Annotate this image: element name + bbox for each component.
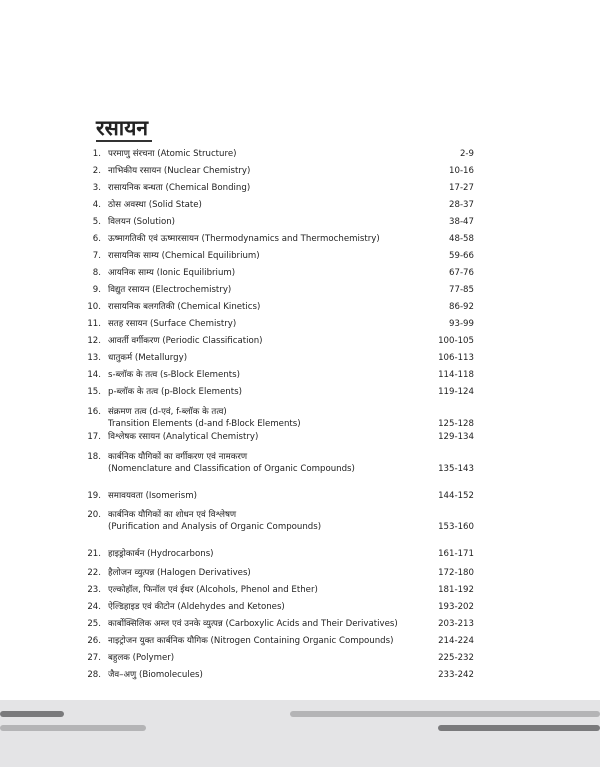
entry-pages: 135-143 (438, 464, 474, 474)
entry-title-line: ऊष्मागतिकी एवं ऊष्मारसायन (Thermodynamics and Thermochemistry) (108, 234, 380, 244)
entry-title (108, 567, 428, 579)
entry-title-line: समावयवता (Isomerism) (108, 491, 197, 501)
entry-pages: 17-27 (449, 183, 474, 193)
entry-title (108, 318, 428, 330)
entry-pages: 10-16 (449, 166, 474, 176)
entry-pages: 48-58 (449, 234, 474, 244)
entry-number: 6. (92, 234, 101, 244)
entry-title-line: नाभिकीय रसायन (Nuclear Chemistry) (108, 166, 251, 176)
section-title: रसायन (96, 116, 149, 140)
entry-pages: 144-152 (438, 491, 474, 501)
entry-number: 8. (92, 268, 101, 278)
entry-number: 21. (87, 549, 101, 559)
entry-number: 19. (87, 491, 101, 501)
entry-number: 23. (87, 585, 101, 595)
entry-number: 24. (87, 602, 101, 612)
entry-title-line: विश्लेषक रसायन (Analytical Chemistry) (108, 432, 259, 442)
entry-pages: 233-242 (438, 670, 474, 680)
entry-pages: 125-128 (438, 419, 474, 429)
footer-bar-right-top (290, 711, 600, 717)
entry-title (108, 635, 428, 647)
entry-pages: 129-134 (438, 432, 474, 442)
footer-bar-left-top (0, 711, 64, 717)
entry-title-line: ठोस अवस्था (Solid State) (108, 200, 202, 210)
entry-number: 4. (92, 200, 101, 210)
entry-number: 9. (92, 285, 101, 295)
entry-title (108, 148, 428, 160)
entry-number: 22. (87, 568, 101, 578)
entry-title-line: रासायनिक बन्धता (Chemical Bonding) (108, 183, 251, 193)
entry-number: 2. (92, 166, 101, 176)
entry-title-line: जैव–अणु (Biomolecules) (108, 670, 203, 680)
entry-title-line: संक्रमण तत्व (d-एवं, f-ब्लॉक के तत्व) (108, 407, 227, 417)
entry-title-line: हैलोजन व्युत्पन्न (Halogen Derivatives) (108, 568, 251, 578)
entry-title (108, 618, 428, 630)
entry-pages: 225-232 (438, 653, 474, 663)
entry-title (108, 182, 428, 194)
entry-title-line: कार्बनिक यौगिकों का वर्गीकरण एवं नामकरण (108, 452, 248, 462)
entry-title (108, 509, 428, 533)
footer-bar-left-bottom (0, 725, 146, 731)
entry-title (108, 584, 428, 596)
entry-title-line: विद्युत रसायन (Electrochemistry) (108, 285, 232, 295)
entry-pages: 114-118 (438, 370, 474, 380)
entry-number: 18. (87, 452, 101, 462)
entry-title (108, 490, 428, 502)
entry-pages: 77-85 (449, 285, 474, 295)
entry-title-line: कार्बोक्सिलिक अम्ल एवं उनके व्युत्पन्न (Carboxylic Acids and Their Derivatives) (108, 619, 398, 629)
entry-number: 1. (92, 149, 101, 159)
entry-number: 26. (87, 636, 101, 646)
entry-number: 16. (87, 407, 101, 417)
entry-title (108, 406, 428, 430)
entry-pages: 59-66 (449, 251, 474, 261)
entry-title (108, 335, 428, 347)
entry-title-line: हाइड्रोकार्बन (Hydrocarbons) (108, 549, 214, 559)
entry-title-line: (Purification and Analysis of Organic Compounds) (108, 522, 322, 532)
entry-title-line: Transition Elements (d-and f-Block Elements) (108, 419, 301, 429)
entry-title-line: आवर्ती वर्गीकरण (Periodic Classification) (108, 336, 263, 346)
entry-title-line: बहुलक (Polymer) (108, 653, 175, 663)
entry-number: 3. (92, 183, 101, 193)
entry-number: 13. (87, 353, 101, 363)
entry-pages: 67-76 (449, 268, 474, 278)
entry-title (108, 267, 428, 279)
entry-pages: 38-47 (449, 217, 474, 227)
entry-title-line: धातुकर्म (Metallurgy) (108, 353, 188, 363)
entry-title (108, 165, 428, 177)
entry-title (108, 369, 428, 381)
entry-number: 5. (92, 217, 101, 227)
entry-title (108, 352, 428, 364)
entry-title (108, 301, 428, 313)
entry-title-line: s-ब्लॉक के तत्व (s-Block Elements) (108, 370, 240, 380)
entry-title-line: रासायनिक बलगतिकी (Chemical Kinetics) (108, 302, 261, 312)
entry-number: 12. (87, 336, 101, 346)
entry-pages: 193-202 (438, 602, 474, 612)
entry-title-line: कार्बनिक यौगिकों का शोधन एवं विश्लेषण (108, 510, 237, 520)
entry-title-line: परमाणु संरचना (Atomic Structure) (108, 149, 237, 159)
footer-bar-right-bottom (438, 725, 600, 731)
entry-number: 20. (87, 510, 101, 520)
entry-number: 28. (87, 670, 101, 680)
entry-title-line: एल्कोहॉल, फिनॉल एवं ईथर (Alcohols, Phenol and Ether) (108, 585, 318, 595)
entry-number: 27. (87, 653, 101, 663)
entry-pages: 214-224 (438, 636, 474, 646)
entry-title-line: नाइट्रोजन युक्त कार्बनिक यौगिक (Nitrogen Containing Organic Compounds) (108, 636, 394, 646)
entry-title-line: ऐल्डिहाइड एवं कीटोन (Aldehydes and Ketones) (108, 602, 285, 612)
entry-title (108, 431, 428, 443)
entry-title (108, 233, 428, 245)
entry-number: 7. (92, 251, 101, 261)
entry-pages: 2-9 (459, 149, 474, 159)
entry-number: 11. (87, 319, 101, 329)
entry-title (108, 601, 428, 613)
entry-title-line: आयनिक साम्य (Ionic Equilibrium) (108, 268, 236, 278)
entry-title-line: p-ब्लॉक के तत्व (p-Block Elements) (108, 387, 242, 397)
entry-pages: 28-37 (449, 200, 474, 210)
entry-number: 10. (87, 302, 101, 312)
entry-title (108, 199, 428, 211)
entry-number: 15. (87, 387, 101, 397)
entry-title (108, 250, 428, 262)
entry-number: 14. (87, 370, 101, 380)
entry-number: 25. (87, 619, 101, 629)
entry-pages: 86-92 (449, 302, 474, 312)
entry-pages: 203-213 (438, 619, 474, 629)
entry-number: 17. (87, 432, 101, 442)
entry-title (108, 451, 428, 475)
entry-pages: 161-171 (438, 549, 474, 559)
entry-title (108, 284, 428, 296)
entry-title-line: (Nomenclature and Classification of Organic Compounds) (108, 464, 355, 474)
entry-pages: 172-180 (438, 568, 474, 578)
entry-title (108, 386, 428, 398)
entry-title-line: विलयन (Solution) (108, 217, 176, 227)
entry-pages: 153-160 (438, 522, 474, 532)
entry-pages: 93-99 (449, 319, 474, 329)
entry-pages: 106-113 (438, 353, 474, 363)
entry-pages: 100-105 (438, 336, 474, 346)
page-footer (0, 700, 600, 767)
entry-pages: 181-192 (438, 585, 474, 595)
entry-title (108, 652, 428, 664)
entry-title (108, 216, 428, 228)
entry-title (108, 548, 428, 560)
entry-title (108, 669, 428, 681)
entry-title-line: सतह रसायन (Surface Chemistry) (108, 319, 237, 329)
entry-title-line: रासायनिक साम्य (Chemical Equilibrium) (108, 251, 260, 261)
entry-pages: 119-124 (438, 387, 474, 397)
